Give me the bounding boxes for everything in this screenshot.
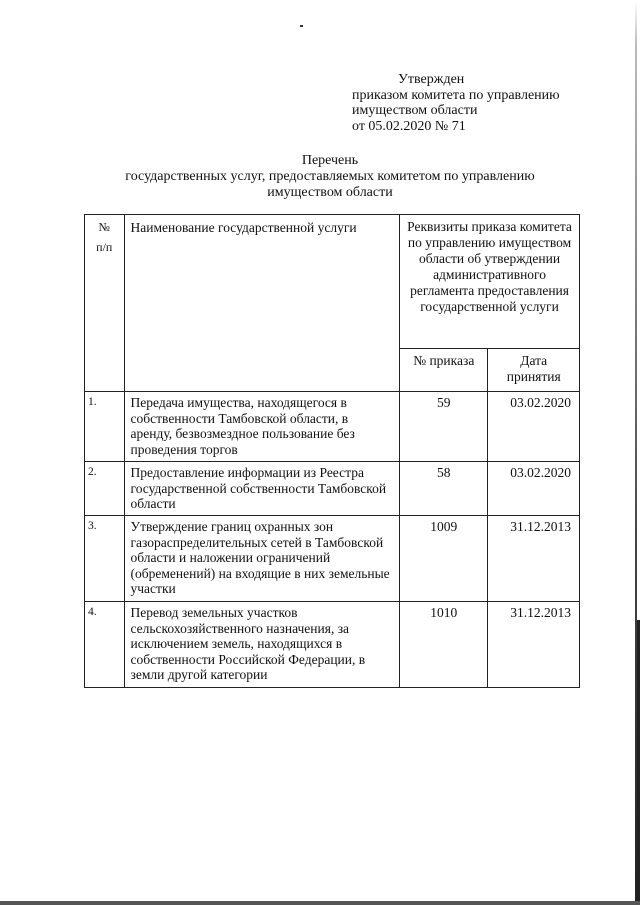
row-date: 31.12.2013: [488, 602, 580, 688]
header-num-label: п/п: [96, 240, 113, 254]
services-table: [84, 214, 580, 688]
scan-edge-bottom: [0, 901, 640, 905]
row-order: 1009: [400, 516, 488, 602]
header-date: Дата принятия: [488, 349, 580, 392]
header-num: [85, 215, 125, 392]
row-order: 1010: [400, 602, 488, 688]
header-num-symbol: №: [98, 220, 110, 234]
table-row: [85, 462, 580, 516]
header-name: Наименование государственной услуги: [124, 215, 400, 392]
document-subtitle-1: государственных услуг, предоставляемых комитетом по управлению: [125, 169, 535, 184]
document-title: Перечень: [301, 153, 359, 168]
row-order: 59: [400, 392, 488, 462]
row-date: 03.02.2020: [488, 462, 580, 516]
row-num: 2.: [85, 462, 125, 516]
document-title-block: [80, 153, 580, 201]
row-order: 58: [400, 462, 488, 516]
approval-line-1: приказом комитета по управлению: [352, 87, 560, 103]
table-row: [85, 392, 580, 462]
row-name: Утверждение границ охранных зон газораспределительных сетей в Тамбовской области и наложении ограничений (обременений) на входящие в них земельные участки: [124, 516, 400, 602]
scan-mark: [300, 25, 303, 27]
row-date: 03.02.2020: [488, 392, 580, 462]
row-num: 4.: [85, 602, 125, 688]
table-row: [85, 602, 580, 688]
row-name: Передача имущества, находящегося в собственности Тамбовской области, в аренду, безвозмездное пользование без проведения торгов: [124, 392, 400, 462]
row-date: 31.12.2013: [488, 516, 580, 602]
approval-stamp: [352, 72, 612, 134]
approval-line-3: от 05.02.2020 № 71: [352, 118, 466, 134]
document-subtitle-2: имуществом области: [267, 185, 393, 200]
row-name: Предоставление информации из Реестра государственной собственности Тамбовской области: [124, 462, 400, 516]
header-row: [85, 215, 580, 349]
row-num: 3.: [85, 516, 125, 602]
row-name: Перевод земельных участков сельскохозяйственного назначения, за исключением земель, находящихся в собственности Российской Федерации, в земли другой категории: [124, 602, 400, 688]
approval-line-2: имуществом области: [352, 103, 478, 118]
row-num: 1.: [85, 392, 125, 462]
table-row: [85, 516, 580, 602]
header-requisites: Реквизиты приказа комитета по управлению имуществом области об утверждении административного регламента предоставления государственной услуги: [400, 215, 580, 349]
approval-title: Утвержден: [398, 72, 465, 87]
header-order-no: № приказа: [400, 349, 488, 392]
